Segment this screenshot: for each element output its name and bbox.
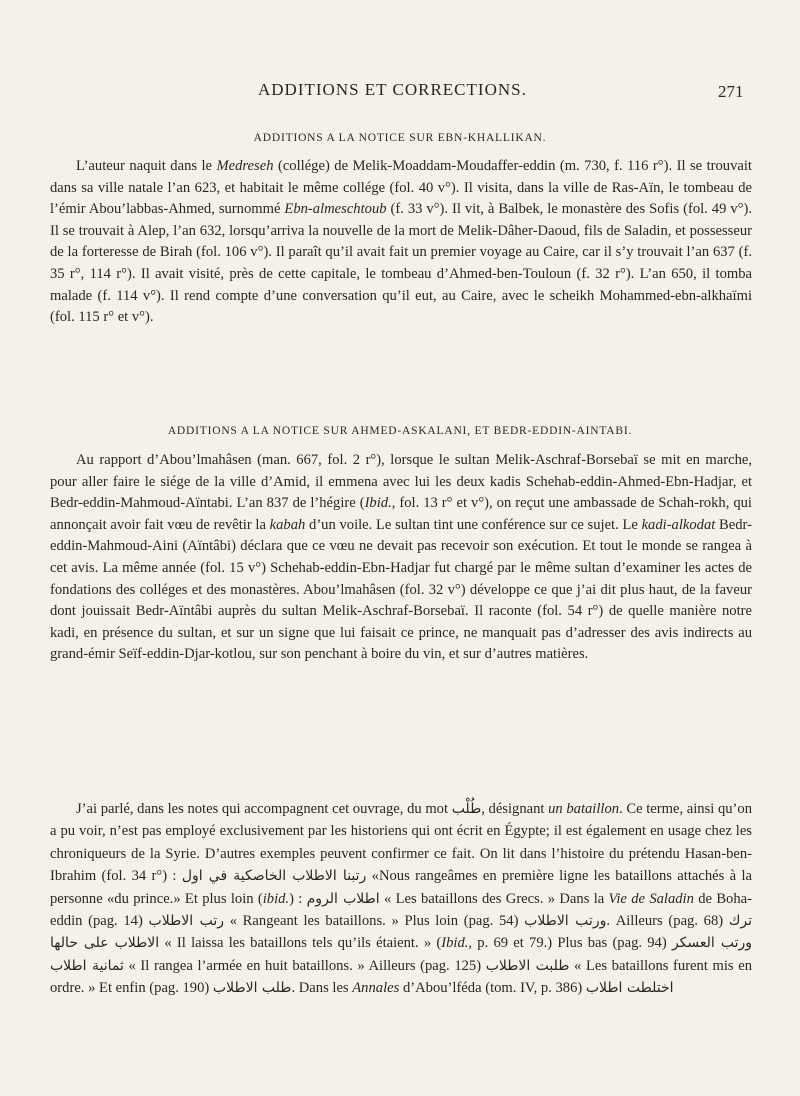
text-run: Au rapport d’Abou’lmahâsen (man. 667, fol. 2 r°), lorsque le sultan Melik-Aschraf-Borsebaï se mit en marche, pour aller faire le siége de la ville d’Amid, il emmena avec lui les deux kadis Schehab-eddin-Ahmed-Ebn-Hadjar, et Bedr-eddin-Mahmoud-Aïntabi. L’an 837 de l’hégire ( [50,452,752,512]
text-run: L’auteur naquit dans le [76,158,217,174]
text-run: « Les bataillons furent mis en ordre. » Et enfin (pag. 190) [50,957,752,997]
italic-term: kabah [269,516,306,533]
italic-term: un bataillon [548,801,620,817]
section-heading-askalani: ADDITIONS A LA NOTICE SUR AHMED-ASKALANI, ET BEDR-EDDIN-AINTABI. [167,425,633,437]
arabic-quote: رتب الاطلاب [148,913,224,930]
paragraph-text [50,156,752,329]
text-run: (collége) de Melik-Moaddam-Moudaffer-eddin (m. 730, f. 116 r°). Il se trouvait dans sa ville natale l’an 623, et habitait le même collége (fol. 40 v°). Il visita, dans la ville de Ras-Aïn, le tombeau de l’émir Abou’labbas-Ahmed, surnommé [50,158,752,218]
text-run: « Il rangea l’armée en huit bataillons. » Ailleurs (pag. 125) [123,957,486,974]
running-title: ADDITIONS ET CORRECTIONS. [258,80,527,99]
italic-term: Medreseh [216,158,274,174]
arabic-quote: ورتب العسكر ثمانية اطلاب [50,935,752,974]
text-run: de Boha-eddin (pag. 14) [50,890,752,930]
page-number: 271 [718,82,744,101]
text-run: , désignant [481,801,549,817]
text-run: ) : [289,890,307,907]
text-run: (f. 33 v°). Il vit, à Balbek, le monastère des Sofis (fol. 49 v°). Il se trouvait à Alep, l’an 632, lorsqu’arriva la nouvelle de la mort de Melik-Dâher-Daoud, fils de Saladin, et possesseur de la forteresse de Birah (fol. 106 v°). Il paraît qu’il avait fait un premier voyage au Caire, car il s’y trouvait l’an 637 (f. 35 r°, 114 r°). Il avait visité, près de cette capitale, le tombeau d’Ahmed-ben-Touloun (f. 32 r°). L’an 650, il tomba malade (f. 114 v°). Il rend compte d’une conversation qu’il eut, au Caire, avec le scheikh Mohammed-ebn-alkhaïmi (fol. 115 r° et v°). [50,201,752,326]
section-heading-ebn-khallikan: ADDITIONS A LA NOTICE SUR EBN-KHALLIKAN. [253,132,547,144]
paragraph-ebn-khallikan [50,156,752,329]
italic-term: Ibid. [364,495,392,512]
arabic-quote: طلب الاطلاب [212,980,292,997]
paragraph-text [50,450,752,666]
text-run: « Il laissa les bataillons tels qu’ils étaient. » ( [159,935,442,952]
text-run: « Les bataillons des Grecs. » Dans la [379,890,609,907]
italic-term: Vie de Saladin [608,890,694,907]
text-run: J’ai parlé, dans les notes qui accompagnent cet ouvrage, du mot [76,801,452,817]
paragraph-text [50,798,752,1000]
arabic-word: طُلْب [451,801,482,817]
running-header [0,80,800,110]
text-run: , p. 69 et 79.) Plus bas (pag. 94) [468,935,672,952]
italic-term: Ebn-almeschtoub [284,201,387,218]
italic-term: Annales [352,980,400,997]
paragraph-askalani [50,450,752,666]
arabic-quote: اطلاب الروم [306,890,380,907]
italic-term: ibid. [262,890,290,907]
arabic-quote: ورتب الاطلاب [524,913,607,930]
italic-term: Ibid. [441,935,469,952]
arabic-quote: طلبت الاطلاب [485,957,570,974]
arabic-quote: رتبنا الاطلاب الخاصكية في اول [181,868,367,885]
text-run: «Nous rangeâmes en première ligne les bataillons attachés à la personne «du prince.» Et plus loin ( [50,868,752,907]
arabic-quote: ترك الاطلاب على حالها [50,913,753,952]
text-run: Bedr-eddin-Mahmoud-Aini (Aïntâbi) déclara que ce vœu ne devait pas recevoir son exécution. Et tout le monde se rangea à cet avis. La même année (fol. 15 v°) Schehab-eddin-Ebn-Hadjar fut chargé par le même sultan d’examiner les actes de fondations des colléges et des monastères. Abou’lmahâsen (fol. 32 v°) développe ce que j’ai dit plus haut, de la faveur dont jouissait Bedr-Aïntâbi auprès du sultan Melik-Aschraf-Borsebaï. Il raconte (fol. 54 r°) de quelle manière notre kadi, en présence du sultan, et sur un signe que lui faisait ce prince, ne manquait pas d’adresser des avis indirects au grand-émir Seïf-eddin-Djar-kotlou, sur son penchant à boire du vin, et sur d’autres matières. [50,516,752,663]
italic-term: kadi-alkodat [641,516,716,533]
text-run: d’un voile. Le sultan tint une conférence sur ce sujet. Le [305,516,642,533]
paragraph-bataillon [50,798,752,1000]
text-run: . Ailleurs (pag. 68) [606,913,729,930]
text-run: , fol. 13 r° et v°), on reçut une ambassade de Schah-rokh, qui annonçait avoir fait vœu de revêtir la [50,495,752,533]
text-run: . Ce terme, ainsi qu’on a pu voir, n’est pas employé exclusivement par les historiens qui ont écrit en Égypte; il est également en usage chez les chroniqueurs de la Syrie. D’autres exemples peuvent confirmer ce fait. On lit dans l’histoire du prétendu Hasan-ben-Ibrahim (fol. 34 r°) : [50,801,752,885]
text-run: d’Abou’lféda (tom. IV, p. 386) [399,980,586,997]
arabic-quote: اختلطت اطلاب [585,980,674,997]
text-run: « Rangeant les bataillons. » Plus loin (pag. 54) [224,913,525,930]
text-run: . Dans les [291,980,353,997]
